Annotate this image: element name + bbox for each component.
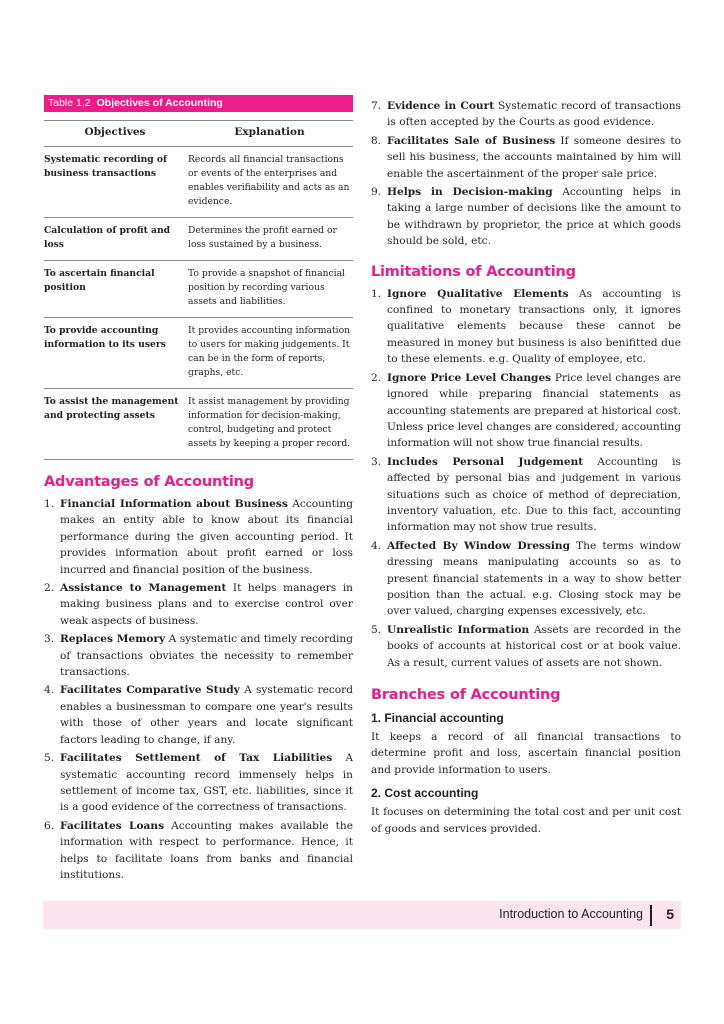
list-item bbox=[371, 286, 681, 368]
item-text: If someone desires to sell his business, the accounts maintained by him will enable the ascertainment of the proper sale price. bbox=[387, 134, 681, 180]
table-caption bbox=[44, 95, 353, 112]
subsection-text-cost: It focuses on determining the total cost and per unit cost of goods and services provided. bbox=[371, 806, 681, 835]
item-number: 1. bbox=[44, 498, 55, 510]
item-text: Assets are recorded in the books of accounts at historical cost or at book value. As a result, current values of assets are not shown. bbox=[387, 623, 681, 669]
item-title: Evidence in Court bbox=[387, 100, 495, 112]
table-row bbox=[44, 218, 353, 261]
list-item bbox=[371, 538, 681, 620]
item-number: 6. bbox=[44, 819, 55, 832]
subsection-title-financial: 1. Financial accounting bbox=[371, 711, 504, 725]
item-title: Financial Information about Business bbox=[60, 498, 288, 510]
column-header-explanation: Explanation bbox=[186, 121, 353, 147]
item-title: Facilitates Settlement of Tax Liabilities bbox=[60, 752, 333, 765]
item-text: Systematic record of transactions is often accepted by the Courts as good evidence. bbox=[387, 100, 681, 129]
item-number: 4. bbox=[44, 684, 55, 697]
table-header-row bbox=[44, 121, 353, 147]
objective-cell: To provide accounting information to its users bbox=[44, 318, 186, 389]
item-text: Accounting makes an entity able to know about its financial performance during the given accounting period. It provides information about profit earned or loss incurred and financial position of the business. bbox=[60, 498, 353, 576]
item-number: 3. bbox=[44, 633, 55, 646]
page-number: 5 bbox=[666, 906, 674, 922]
item-number: 8. bbox=[371, 134, 382, 147]
list-item bbox=[44, 580, 353, 629]
list-item bbox=[371, 133, 681, 182]
explanation-cell: It assist management by providing information for decision-making, control, budgeting and protect assets by keeping a proper record. bbox=[186, 389, 353, 460]
item-number: 5. bbox=[44, 752, 55, 765]
item-text: The terms window dressing means manipulating accounts so as to present financial statements in a way to show better position than the actual. e.g. Closing stock may be over valued, charging expenses excessively, etc. bbox=[387, 539, 682, 618]
item-title: Facilitates Loans bbox=[60, 819, 165, 832]
left-column bbox=[44, 95, 353, 885]
explanation-cell: Records all financial transactions or events of the enterprises and enables verifiability and acts as an evidence. bbox=[186, 147, 353, 218]
limitations-list bbox=[371, 286, 681, 671]
table-row bbox=[44, 318, 353, 389]
item-number: 2. bbox=[371, 371, 382, 384]
list-item bbox=[371, 622, 681, 671]
list-item bbox=[44, 818, 353, 884]
item-title: Unrealistic Information bbox=[387, 623, 530, 636]
item-title: Ignore Qualitative Elements bbox=[387, 287, 569, 300]
item-text: A systematic and timely recording of transactions obviates the necessity to remember transactions. bbox=[60, 633, 353, 679]
list-item bbox=[371, 454, 681, 536]
item-number: 3. bbox=[371, 455, 382, 468]
objective-cell: To ascertain financial position bbox=[44, 261, 186, 318]
page-footer bbox=[43, 901, 681, 929]
footer-divider bbox=[650, 905, 652, 926]
advantages-heading: Advantages of Accounting bbox=[44, 474, 254, 490]
item-title: Ignore Price Level Changes bbox=[387, 371, 552, 384]
item-text: As accounting is confined to monetary transactions only, it ignores qualitative elements because these cannot be measured in money but business is also benifitted due to these elements. e.g. Quality of employee, etc. bbox=[387, 287, 681, 366]
item-title: Facilitates Comparative Study bbox=[60, 684, 240, 697]
list-item bbox=[44, 682, 353, 748]
list-item bbox=[44, 750, 353, 816]
item-text: A systematic record enables a businessman to compare one year's results with those of other years and locate significant factors leading to change, if any. bbox=[60, 684, 353, 746]
table-title: Objectives of Accounting bbox=[96, 97, 223, 109]
list-item bbox=[44, 631, 353, 680]
list-item bbox=[371, 370, 681, 452]
item-number: 4. bbox=[371, 539, 382, 552]
explanation-cell: To provide a snapshot of financial position by recording various assets and liabilities. bbox=[186, 261, 353, 318]
subsection-title-cost: 2. Cost accounting bbox=[371, 786, 479, 801]
list-item bbox=[44, 496, 353, 578]
explanation-cell: It provides accounting information to users for making judgements. It can be in the form of reports, graphs, etc. bbox=[186, 318, 353, 389]
list-item bbox=[371, 184, 681, 250]
advantages-list-continued bbox=[371, 98, 681, 250]
item-text: Price level changes are ignored while preparing financial statements as accounting statements are prepared at historical cost. Unless price level changes are considered, accounting information will not show true financial results. bbox=[387, 371, 681, 450]
objectives-table bbox=[44, 120, 353, 460]
objective-cell: Calculation of profit and loss bbox=[44, 218, 186, 261]
item-number: 7. bbox=[371, 100, 382, 112]
objective-cell: To assist the management and protecting assets bbox=[44, 389, 186, 460]
branches-heading: Branches of Accounting bbox=[371, 687, 561, 703]
item-number: 1. bbox=[371, 287, 382, 300]
item-number: 5. bbox=[371, 623, 382, 636]
table-row bbox=[44, 261, 353, 318]
limitations-heading: Limitations of Accounting bbox=[371, 263, 576, 280]
item-text: Accounting helps in taking a large number of decisions like the amount to be withdrawn by proprietor, the price at which goods should be sold, etc. bbox=[387, 186, 681, 248]
explanation-cell: Determines the profit earned or loss sustained by a business. bbox=[186, 218, 353, 261]
subsection-text-financial: It keeps a record of all financial transactions to determine profit and loss, ascertain financial position and provide information to users. bbox=[371, 731, 681, 776]
item-title: Facilitates Sale of Business bbox=[387, 134, 556, 147]
item-title: Assistance to Management bbox=[60, 582, 227, 595]
item-title: Includes Personal Judgement bbox=[387, 455, 584, 468]
right-column bbox=[371, 98, 681, 843]
item-text: It helps managers in making business plans and to exercise control over weak aspects of business. bbox=[60, 582, 353, 627]
list-item bbox=[371, 98, 681, 131]
item-text: Accounting is affected by personal bias and judgement in various situations such as choice of method of depreciation, inventory valuation, etc. Due to this fact, accounting information may not show true results. bbox=[387, 455, 681, 534]
item-text: Accounting makes available the information with respect to performance. Hence, it helps to facilitate loans from banks and financial institutions. bbox=[60, 819, 353, 881]
table-number: Table 1.2 bbox=[48, 97, 91, 109]
table-row bbox=[44, 147, 353, 218]
item-number: 2. bbox=[44, 582, 55, 595]
item-text: A systematic accounting record immensely helps in settlement of income tax, GST, etc. liabilities, since it is a good evidence of the correctness of transactions. bbox=[60, 752, 353, 814]
item-number: 9. bbox=[371, 186, 382, 199]
advantages-list bbox=[44, 496, 353, 883]
column-header-objectives: Objectives bbox=[44, 121, 186, 147]
item-title: Helps in Decision-making bbox=[387, 186, 553, 199]
objective-cell: Systematic recording of business transactions bbox=[44, 147, 186, 218]
item-title: Affected By Window Dressing bbox=[387, 539, 571, 552]
footer-chapter-title: Introduction to Accounting bbox=[499, 907, 643, 921]
table-row bbox=[44, 389, 353, 460]
item-title: Replaces Memory bbox=[60, 633, 166, 646]
